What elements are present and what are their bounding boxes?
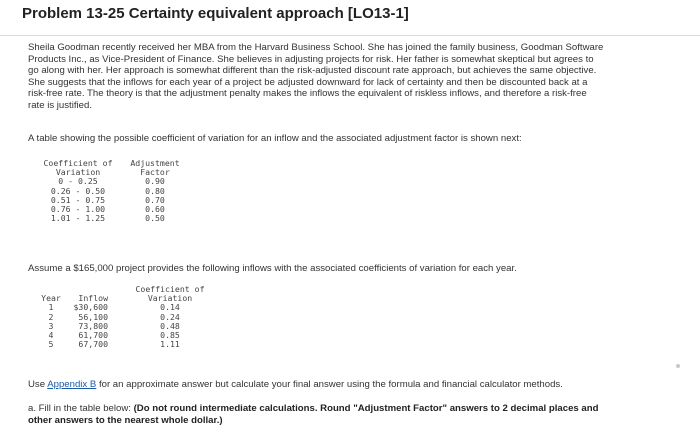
header-cell: Year: [41, 293, 61, 304]
problem-title: Problem 13-25 Certainty equivalent approach [LO13-1]: [22, 5, 409, 22]
cv-range-cell: 0 - 0.25: [58, 176, 98, 187]
scroll-marker: [676, 364, 680, 368]
year-cell: 2: [48, 311, 54, 322]
cv-range-cell: 0.76 - 1.00: [50, 204, 106, 215]
factor-cell: 0.80: [145, 185, 165, 196]
cv-cell: 0.24: [160, 311, 180, 322]
year-cell: 5: [48, 339, 54, 350]
appendix-prefix: Use: [28, 379, 48, 390]
factor-cell: 0.50: [145, 213, 165, 224]
table-header-row: [38, 294, 218, 303]
inflow-table: [38, 285, 218, 349]
year-cell: 4: [48, 330, 54, 341]
factor-cell: 0.70: [145, 194, 165, 205]
table-row: [38, 313, 218, 322]
inflow-cell: 67,700: [78, 339, 108, 350]
header-cell: Adjustment: [130, 158, 180, 168]
cv-range-cell: 0.26 - 0.50: [50, 185, 106, 196]
intro-line: Sheila Goodman recently received her MBA from the Harvard Business School. She has joined the family business, Goodman Software: [28, 42, 604, 53]
cv-range-cell: 1.01 - 1.25: [50, 213, 106, 224]
header-cell: Coefficient of: [43, 158, 113, 168]
table-row: [38, 331, 218, 340]
header-cell: Variation: [55, 167, 101, 178]
inflow-cell: $30,600: [73, 302, 108, 313]
table-row: [36, 214, 190, 223]
appendix-b-link[interactable]: Appendix B: [47, 379, 97, 390]
intro-line: Products Inc., as Vice-President of Finance. She believes in adjusting projects for risk. Her father is somewhat skeptical but agrees to: [28, 53, 594, 65]
header-cell: Coefficient of: [135, 284, 205, 294]
part-a-rounding-note-cont: other answers to the nearest whole dollar.): [28, 414, 223, 426]
table-row: [38, 322, 218, 331]
header-cell: Inflow: [78, 293, 108, 304]
factor-cell: 0.60: [145, 204, 165, 215]
table-intro-text: A table showing the possible coefficient of variation for an inflow and the associated adjustment factor is shown next:: [28, 133, 522, 144]
intro-line: She suggests that the inflows for each year of a project be adjusted downward for lack of certainty and then be discounted back at a: [28, 76, 588, 88]
inflow-cell: 73,800: [78, 320, 108, 331]
inflow-cell: 56,100: [78, 311, 108, 322]
header-cell: Variation: [147, 293, 193, 304]
inflow-cell: 61,700: [78, 330, 108, 341]
header-cell: Factor: [140, 167, 170, 178]
table-row: [38, 303, 218, 312]
part-a-instruction: [28, 403, 694, 426]
part-a-rounding-note: (Do not round intermediate calculations. Round "Adjustment Factor" answers to 2 decimal places and: [133, 403, 599, 414]
cv-cell: 1.11: [160, 339, 180, 350]
year-cell: 1: [48, 302, 54, 313]
cv-range-cell: 0.51 - 0.75: [50, 194, 106, 205]
intro-line: go along with her. Her approach is somewhat different than the risk-adjusted discount rate approach, but achieves the same objective.: [28, 65, 597, 77]
intro-line: risk-free rate. The theory is that the adjustment penalty makes the inflows the equivalent of riskless inflows, and therefore a risk-free: [28, 88, 587, 100]
appendix-instruction: [28, 379, 563, 390]
table-row: [38, 340, 218, 349]
appendix-suffix: for an approximate answer but calculate your final answer using the formula and financial calculator methods.: [96, 379, 563, 390]
intro-paragraph: [28, 42, 694, 112]
cv-cell: 0.48: [160, 320, 180, 331]
cv-adjustment-table: [36, 159, 190, 223]
assume-text: Assume a $165,000 project provides the following inflows with the associated coefficients of variation for each year.: [28, 263, 517, 274]
cv-cell: 0.85: [160, 330, 180, 341]
factor-cell: 0.90: [145, 176, 165, 187]
intro-line: rate is justified.: [28, 99, 92, 111]
cv-cell: 0.14: [160, 302, 180, 313]
part-a-prefix: a. Fill in the table below:: [28, 403, 134, 414]
page-header: [0, 0, 700, 36]
year-cell: 3: [48, 320, 54, 331]
